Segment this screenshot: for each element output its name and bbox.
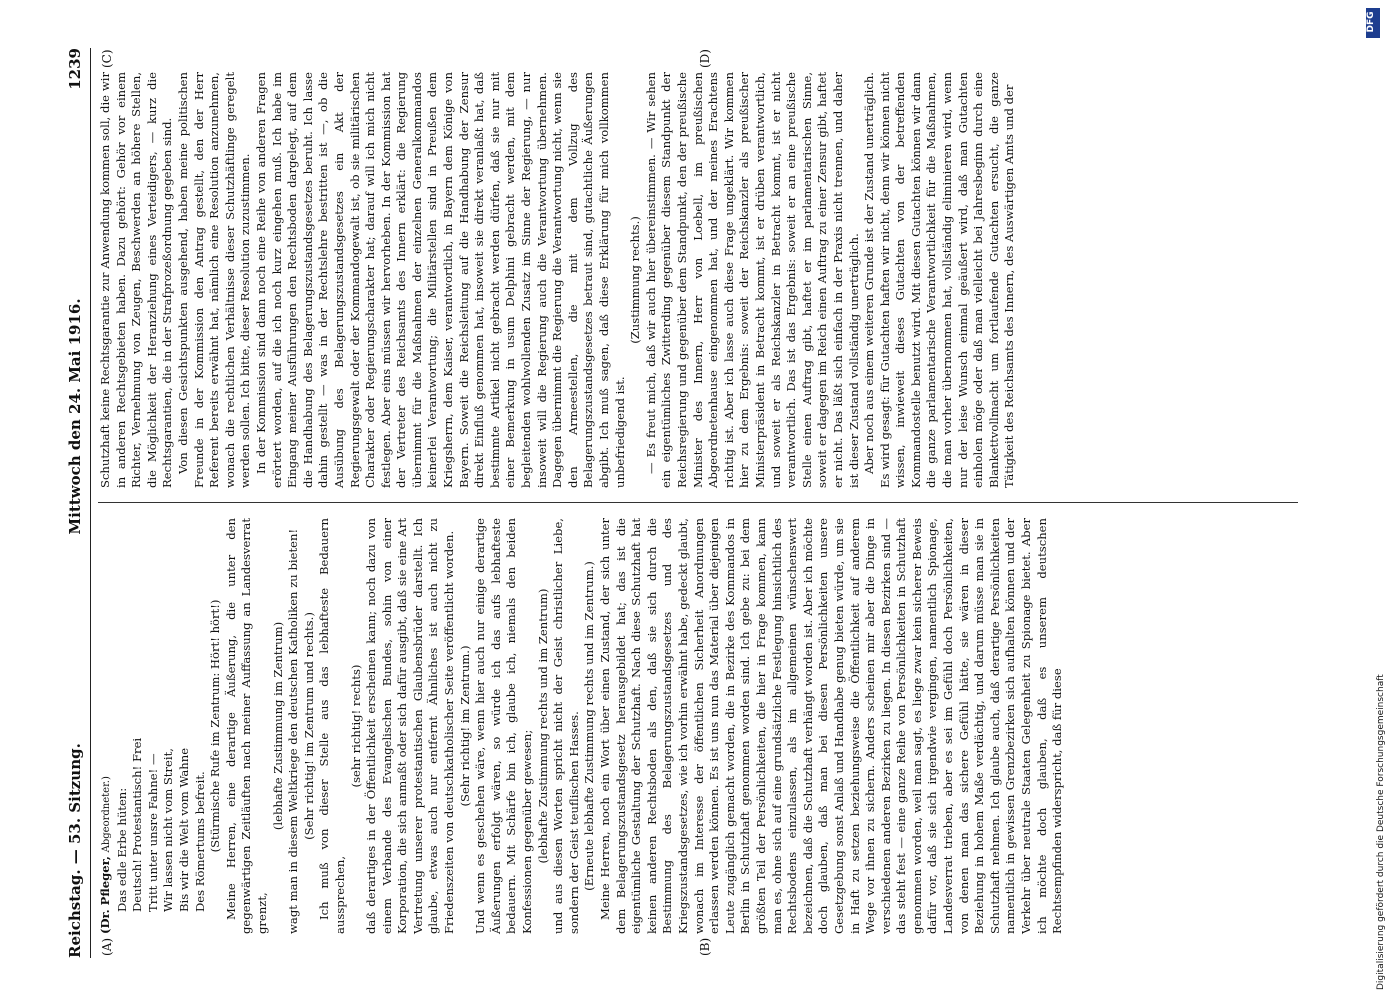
interjection: (Stürmische Rufe im Zentrum: Hört! hört!) — [208, 599, 223, 853]
header-left: Reichstag. — 53. Sitzung. — [66, 743, 84, 958]
speaker-name: (Dr. Pfleger, — [98, 856, 112, 934]
verse-line: Bis wir die Welt vom Wahne — [176, 747, 191, 912]
interjection: (lebhafte Zustimmung rechts und im Zentrum) — [535, 588, 550, 864]
speaker-role: Abgeordneter.) — [101, 776, 112, 853]
interjection: (Zustimmung rechts.) — [628, 216, 643, 344]
verse-line: Wir lassen nicht vom Streit, — [161, 748, 176, 912]
paragraph: Meine Herren, eine derartige Äußerung, die unter den gegenwärtigen Zeitläuften nach meiner Auffassung an Landesverrat grenzt, — [223, 518, 269, 934]
paragraph: Ich muß von dieser Stelle aus das lebhafteste Bedauern aussprechen, — [317, 518, 347, 934]
digitization-credit: Digitalisierung gefördert durch die Deutsche Forschungsgemeinschaft — [1376, 674, 1386, 990]
paragraph: — Es freut mich, daß wir auch hier übereinstimmen. — Wir sehen ein eigentümliches Zwitterding gegenüber diesem Standpunkt der Reichsregierung und gegenüber dem Standpunkt, den der preußische Minister des Innern, Herr von Loebell, im preußischen Abgeordnetenhause eingenommen hat, und der meines Erachtens richtig ist. Aber ich lasse auch diese Frage ungeklärt. Wir kommen hier zu dem Ergebnis: soweit der Reichskanzler als preußischer Ministerpräsident in Betracht kommt, ist er drüben verantwortlich, und soweit er als Reichskanzler in Betracht kommt, ist er nicht verantwortlich. Das ist das Ergebnis: soweit er an eine preußische Stelle einen Auftrag gibt, haftet er im parlamentarischen Sinne, soweit er dagegen im Reich einen Auftrag zu einer Zensur gibt, haftet er nicht. Das läßt sich einfach in der Praxis nicht trennen, und daher ist dieser Zustand vollständig unerträglich. — [643, 72, 861, 488]
page-number: 1239 — [66, 48, 84, 90]
paragraph: Schutzhaft keine Rechtsgarantie zur Anwendung kommen soll, die wir in anderen Rechtsgebieten haben. Dazu gehört: Gehör vor einem Richter, Vernehmung von Zeugen, Beschwerden an höhere Stellen, die Möglichkeit der Heranziehung eines Verteidigers, — kurz die Rechtsgarantien, die in der Strafprozeßordnung gegeben sind. — [98, 72, 175, 488]
quoted-verse — [115, 518, 209, 912]
left-column — [98, 518, 1298, 934]
paragraph: Und wenn es geschehen wäre, wenn hier auch nur einige derartige Äußerungen erfolgt wären, so würde ich das aufs lebhafteste bedauern. Mit Schärfe bin ich, glaube ich, niemals den beiden Konfessionen gegenüber gewesen; — [473, 518, 535, 934]
column-divider — [98, 502, 1298, 503]
verse-line: Deutsch! Protestantisch! Frei — [130, 737, 145, 912]
paragraph: wagt man in diesem Weltkriege den deutschen Katholiken zu bieten! — [286, 528, 301, 934]
margin-label-a: (A) — [100, 937, 114, 956]
interjection: (Erneute lebhafte Zustimmung rechts und im Zentrum.) — [582, 561, 597, 891]
speaker-line — [98, 518, 115, 934]
verse-line: Tritt unter unsre Fahne! — — [145, 753, 160, 912]
page-header — [62, 48, 88, 958]
rotated-page-content — [62, 48, 1312, 958]
dfg-logo-text: DFG — [1366, 11, 1376, 33]
paragraph: daß derartiges in der Öffentlichkeit erscheinen kann; noch dazu von einem Verbande des Evangelischen Bundes, sohin von einer Korporation, die sich anmaßt oder sich dafür ausgibt, daß sie eine Art Vertretung unserer protestantischen Glaubensbrüder darstellt. Ich glaube, etwas auch nur entfernt Ähnliches ist auch nicht zu Friedenszeiten von deutschkatholischer Seite veröffentlicht worden. — [364, 518, 457, 934]
margin-label-c: (C) — [100, 49, 114, 68]
interjection: (lebhafte Zustimmung im Zentrum) — [270, 621, 285, 831]
header-rule — [90, 48, 91, 958]
paragraph: Von diesen Gesichtspunkten ausgehend, haben meine politischen Freunde in der Kommission den Antrag gestellt, den der Herr Referent bereits erwähnt hat, nämlich eine Resolution anzunehmen, wonach die rechtlichen Verhältnisse dieser Schutzhäftlinge geregelt werden sollen. Ich bitte, dieser Resolution zuzustimmen. — [175, 72, 253, 488]
verse-line: Des Römertums befreit. — [192, 771, 207, 912]
dfg-logo — [1366, 8, 1380, 38]
margin-label-b: (B) — [698, 937, 712, 956]
paragraph: Meine Herren, noch ein Wort über einen Zustand, der sich unter dem Belagerungszustandsgesetz herausgebildet hat; das ist die eigentümliche Gestaltung der Schutzhaft. Nach diese Schutzhaft hat keinen anderen Rechtsboden als den, daß sie sich durch die Bestimmung des Belagerungszustandsgesetzes und des Kriegszustandsgesetzes, wie ich vorhin erwähnt habe, gedeckt glaubt, wonach im Interesse der öffentlichen Sicherheit Anordnungen erlassen werden können. Es ist uns nun das Material über diejenigen Leute zugänglich gemacht worden, die in Bezirke des Kommandos in Berlin in Schutzhaft genommen worden sind. Ich gebe zu: bei dem größten Teil der Persönlichkeiten, die hier in Frage kommen, kann man es, ohne sich auf eine grundsätzliche Festlegung hinsichtlich des Rechtsbodens einzulassen, als im allgemeinen wünschenswert bezeichnen, daß die Schutzhaft verhängt worden ist. Aber ich möchte doch glauben, daß man bei diesen Persönlichkeiten unsere Gesetzgebung sonst Anlaß und Handhabe genug bieten würde, um sie in Haft zu setzen beziehungsweise die Öffentlichkeit auf anderem Wege vor ihnen zu sichern. Anders scheinen mir aber die Dinge in verschiedenen anderen Bezirken zu liegen. In diesen Bezirken sind — das steht fest — eine ganze Reihe von Persönlichkeiten in Schutzhaft genommen worden, weil man sagt, es liege zwar kein sicherer Beweis dafür vor, daß sie sich irgendwie vergingen, namentlich Spionage, Landesverrat trieben, aber es sei im Gefühl doch Persönlichkeiten, von denen man das sichere Gefühl hätte, sie wären in dieser Beziehung in hohem Maße verdächtig, und darum müsse man sie in Schutzhaft nehmen. Ich glaube auch, daß derartige Persönlichkeiten namentlich in gewissen Grenzbezirken sich aufhalten können und der Verkehr über neutrale Staaten Gelegenheit zu Spionage bietet. Aber ich möchte doch glauben, daß es unserem deutschen Rechtsempfinden widerspricht, daß für diese — [598, 518, 1065, 934]
paragraph: In der Kommission sind dann noch eine Reihe von anderen Fragen erörtert worden, auf die ich noch kurz eingehen muß. Ich habe im Eingang meiner Ausführungen den Rechtsboden dargelegt, auf dem die Handhabung des Belagerungszustandsgesetzes beruht. Ich lasse dahin gestellt — was in der Rechtslehre bestritten ist —, ob die Ausübung des Belagerungszustandsgesetzes ein Akt der Regierungsgewalt oder der Kommandogewalt ist, ob sie militärischen Charakter oder Regierungscharakter hat; darauf will ich mich nicht festlegen. Aber eins müssen wir hervorheben. In der Kommission hat der Vertreter des Reichsamts des Innern erklärt: die Regierung übernimmt für die Maßnahmen der einzelnen Generalkommandos keinerlei Verantwortung; die Militärstellen sind in Preußen dem Kriegsherrn, dem Kaiser, verantwortlich, in Bayern dem Könige von Bayern. Soweit die Reichsleitung auf die Handhabung der Zensur direkt Einfluß genommen hat, insoweit sie direkt veranlaßt hat, daß bestimmte Artikel nicht gebracht werden dürfen, daß sie nur mit einer Bemerkung in usum Delphini gebracht werden, mit dem begleitenden wohlwollenden Zusatz im Sinne der Regierung, — nur insoweit will die Regierung auch die Verantwortung übernehmen. Dagegen übernimmt die Regierung die Verantwortung nicht, wenn sie den Armeestellen, die mit dem Vollzug des Belagerungszustandsgesetzes betraut sind, gutachtliche Äußerungen abgibt. Ich muß sagen, daß diese Erklärung für mich vollkommen unbefriedigend ist. — [253, 72, 627, 488]
header-date: Mittwoch den 24. Mai 1916. — [66, 298, 84, 535]
paragraph: Aber noch aus einem weiteren Grunde ist der Zustand unerträglich. Es wird gesagt: für Gutachten haften wir nicht, denn wir können nicht wissen, inwieweit dieses Gutachten von der betreffenden Kommandostelle benutzt wird. Mit diesen Gutachten können wir dann die ganze parlamentarische Verantwortlichkeit für die Maßnahmen, die man vorher übernommen hat, vollständig eliminieren wird, wenn nur der leise Wunsch einmal geäußert wird, daß man Gutachten einholen möge oder daß man vielleicht bei Jahresbeginn durch eine Blankettvollmacht um fortlaufende Gutachten ersucht, die ganze Tätigkeit des Reichsamts des Innern, des Auswärtigen Amts und der — [862, 72, 1017, 488]
margin-label-d: (D) — [698, 49, 712, 68]
right-column — [98, 72, 1298, 488]
interjection: (sehr richtig! rechts) — [348, 664, 363, 788]
verse-line: Das edle Erbe hüten: — [114, 787, 129, 912]
paragraph: und aus diesen Worten spricht nicht der Geist christlicher Liebe, sondern der Geist teuflischen Hasses. — [551, 518, 581, 934]
interjection: (Sehr richtig! im Zentrum.) — [457, 645, 472, 807]
interjection: (Sehr richtig! im Zentrum und rechts.) — [301, 612, 316, 840]
